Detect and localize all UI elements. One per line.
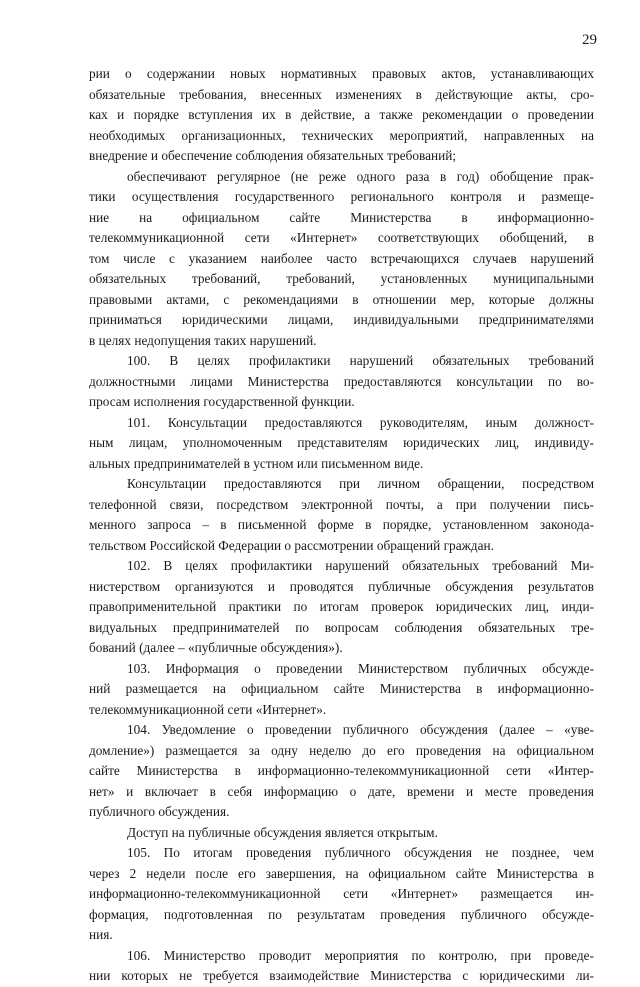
text-line: 106. Министерство проводит мероприятия по контролю, при проведе-: [127, 947, 594, 963]
text-line: ние на официальном сайте Министерства в информационно-: [89, 209, 594, 225]
text-line: ках и порядке вступления их в действие, а также рекомендации о проведении: [89, 107, 594, 122]
text-line: просам исполнения государственной функции.: [89, 394, 355, 409]
text-line: обязательных требований, требований, установленных муниципальными: [89, 271, 594, 286]
text-line: 100. В целях профилактики нарушений обязательных требований: [127, 353, 594, 368]
text-line: публичного обсуждения.: [89, 804, 230, 819]
text-line: в целях недопущения таких нарушений.: [89, 332, 317, 348]
text-line: телекоммуникационной сети «Интернет».: [89, 701, 327, 717]
text-line: внедрение и обеспечение соблюдения обязательных требований;: [89, 148, 457, 163]
text-line: тельством Российской Федерации о рассмотрении обращений граждан.: [89, 537, 494, 553]
text-line: обязательные требования, внесенных изменениях в действующие акты, сро-: [89, 86, 594, 102]
page-number: 29: [582, 32, 597, 48]
text-line: альных предпринимателей в устном или письменном виде.: [89, 455, 424, 471]
text-line: Доступ на публичные обсуждения является открытым.: [127, 824, 438, 840]
text-line: видуальных предпринимателей по вопросам соблюдения обязательных тре-: [89, 619, 594, 635]
text-line: домление») размещается за одну неделю до его проведения на официальном: [89, 742, 594, 758]
text-line: формация, подготовленная по результатам проведения публичного обсужде-: [89, 906, 594, 922]
text-line: необходимых организационных, технических мероприятий, направленных на: [89, 127, 594, 143]
text-line: нистерством организуются и проводятся публичные обсуждения результатов: [89, 578, 594, 594]
text-line: нии которых не требуется взаимодействие Министерства с юридическими ли-: [89, 968, 594, 983]
text-line: ний размещается на официальном сайте Министерства в информационно-: [89, 681, 594, 696]
text-line: через 2 недели после его завершения, на официальном сайте Министерства в: [89, 865, 594, 881]
text-line: сайте Министерства в информационно-телекоммуникационной сети «Интер-: [89, 763, 594, 778]
text-line: 102. В целях профилактики нарушений обязательных требований Ми-: [127, 558, 594, 573]
text-line: ния.: [89, 927, 113, 942]
document-body: [89, 64, 594, 987]
text-line: ным лицам, уполномоченным представителям юридических лиц, индивиду-: [89, 435, 594, 450]
text-line: рии о содержании новых нормативных правовых актов, устанавливающих: [89, 66, 594, 81]
text-line: правовыми актами, с рекомендациями в отношении мер, которые должны: [89, 291, 594, 307]
text-line: нет» и включает в себя информацию о дате, времени и месте проведения: [89, 783, 594, 799]
text-line: тики осуществления государственного регионального контроля и размеще-: [89, 189, 594, 204]
text-line: Консультации предоставляются при личном обращении, посредством: [127, 476, 594, 491]
text-line: 104. Уведомление о проведении публичного обсуждения (далее – «уве-: [127, 722, 594, 737]
text-line: 101. Консультации предоставляются руководителям, иным должност-: [127, 414, 594, 430]
text-line: обеспечивают регулярное (не реже одного раза в год) обобщение прак-: [127, 168, 594, 184]
text-line: 105. По итогам проведения публичного обсуждения не позднее, чем: [127, 845, 594, 860]
text-line: телекоммуникационной сети «Интернет» соответствующих обобщений, в: [89, 230, 594, 245]
text-line: том числе с указанием наиболее часто встречающихся случаев нарушений: [89, 250, 594, 266]
text-line: должностными лицами Министерства предоставляются консультации по во-: [89, 373, 594, 389]
text-line: информационно-телекоммуникационной сети «Интернет» размещается ин-: [89, 886, 594, 901]
text-line: 103. Информация о проведении Министерством публичных обсужде-: [127, 660, 594, 676]
text-line: телефонной связи, посредством электронной почты, а при получении пись-: [89, 496, 594, 512]
text-line: правоприменительной практики по итогам проверок юридических лиц, инди-: [89, 599, 594, 614]
text-line: приниматься юридическими лицами, индивидуальными предпринимателями: [89, 312, 594, 327]
text-line: бований (далее – «публичные обсуждения»).: [89, 640, 343, 655]
text-line: менного запроса – в письменной форме в порядке, установленном законода-: [89, 517, 594, 532]
